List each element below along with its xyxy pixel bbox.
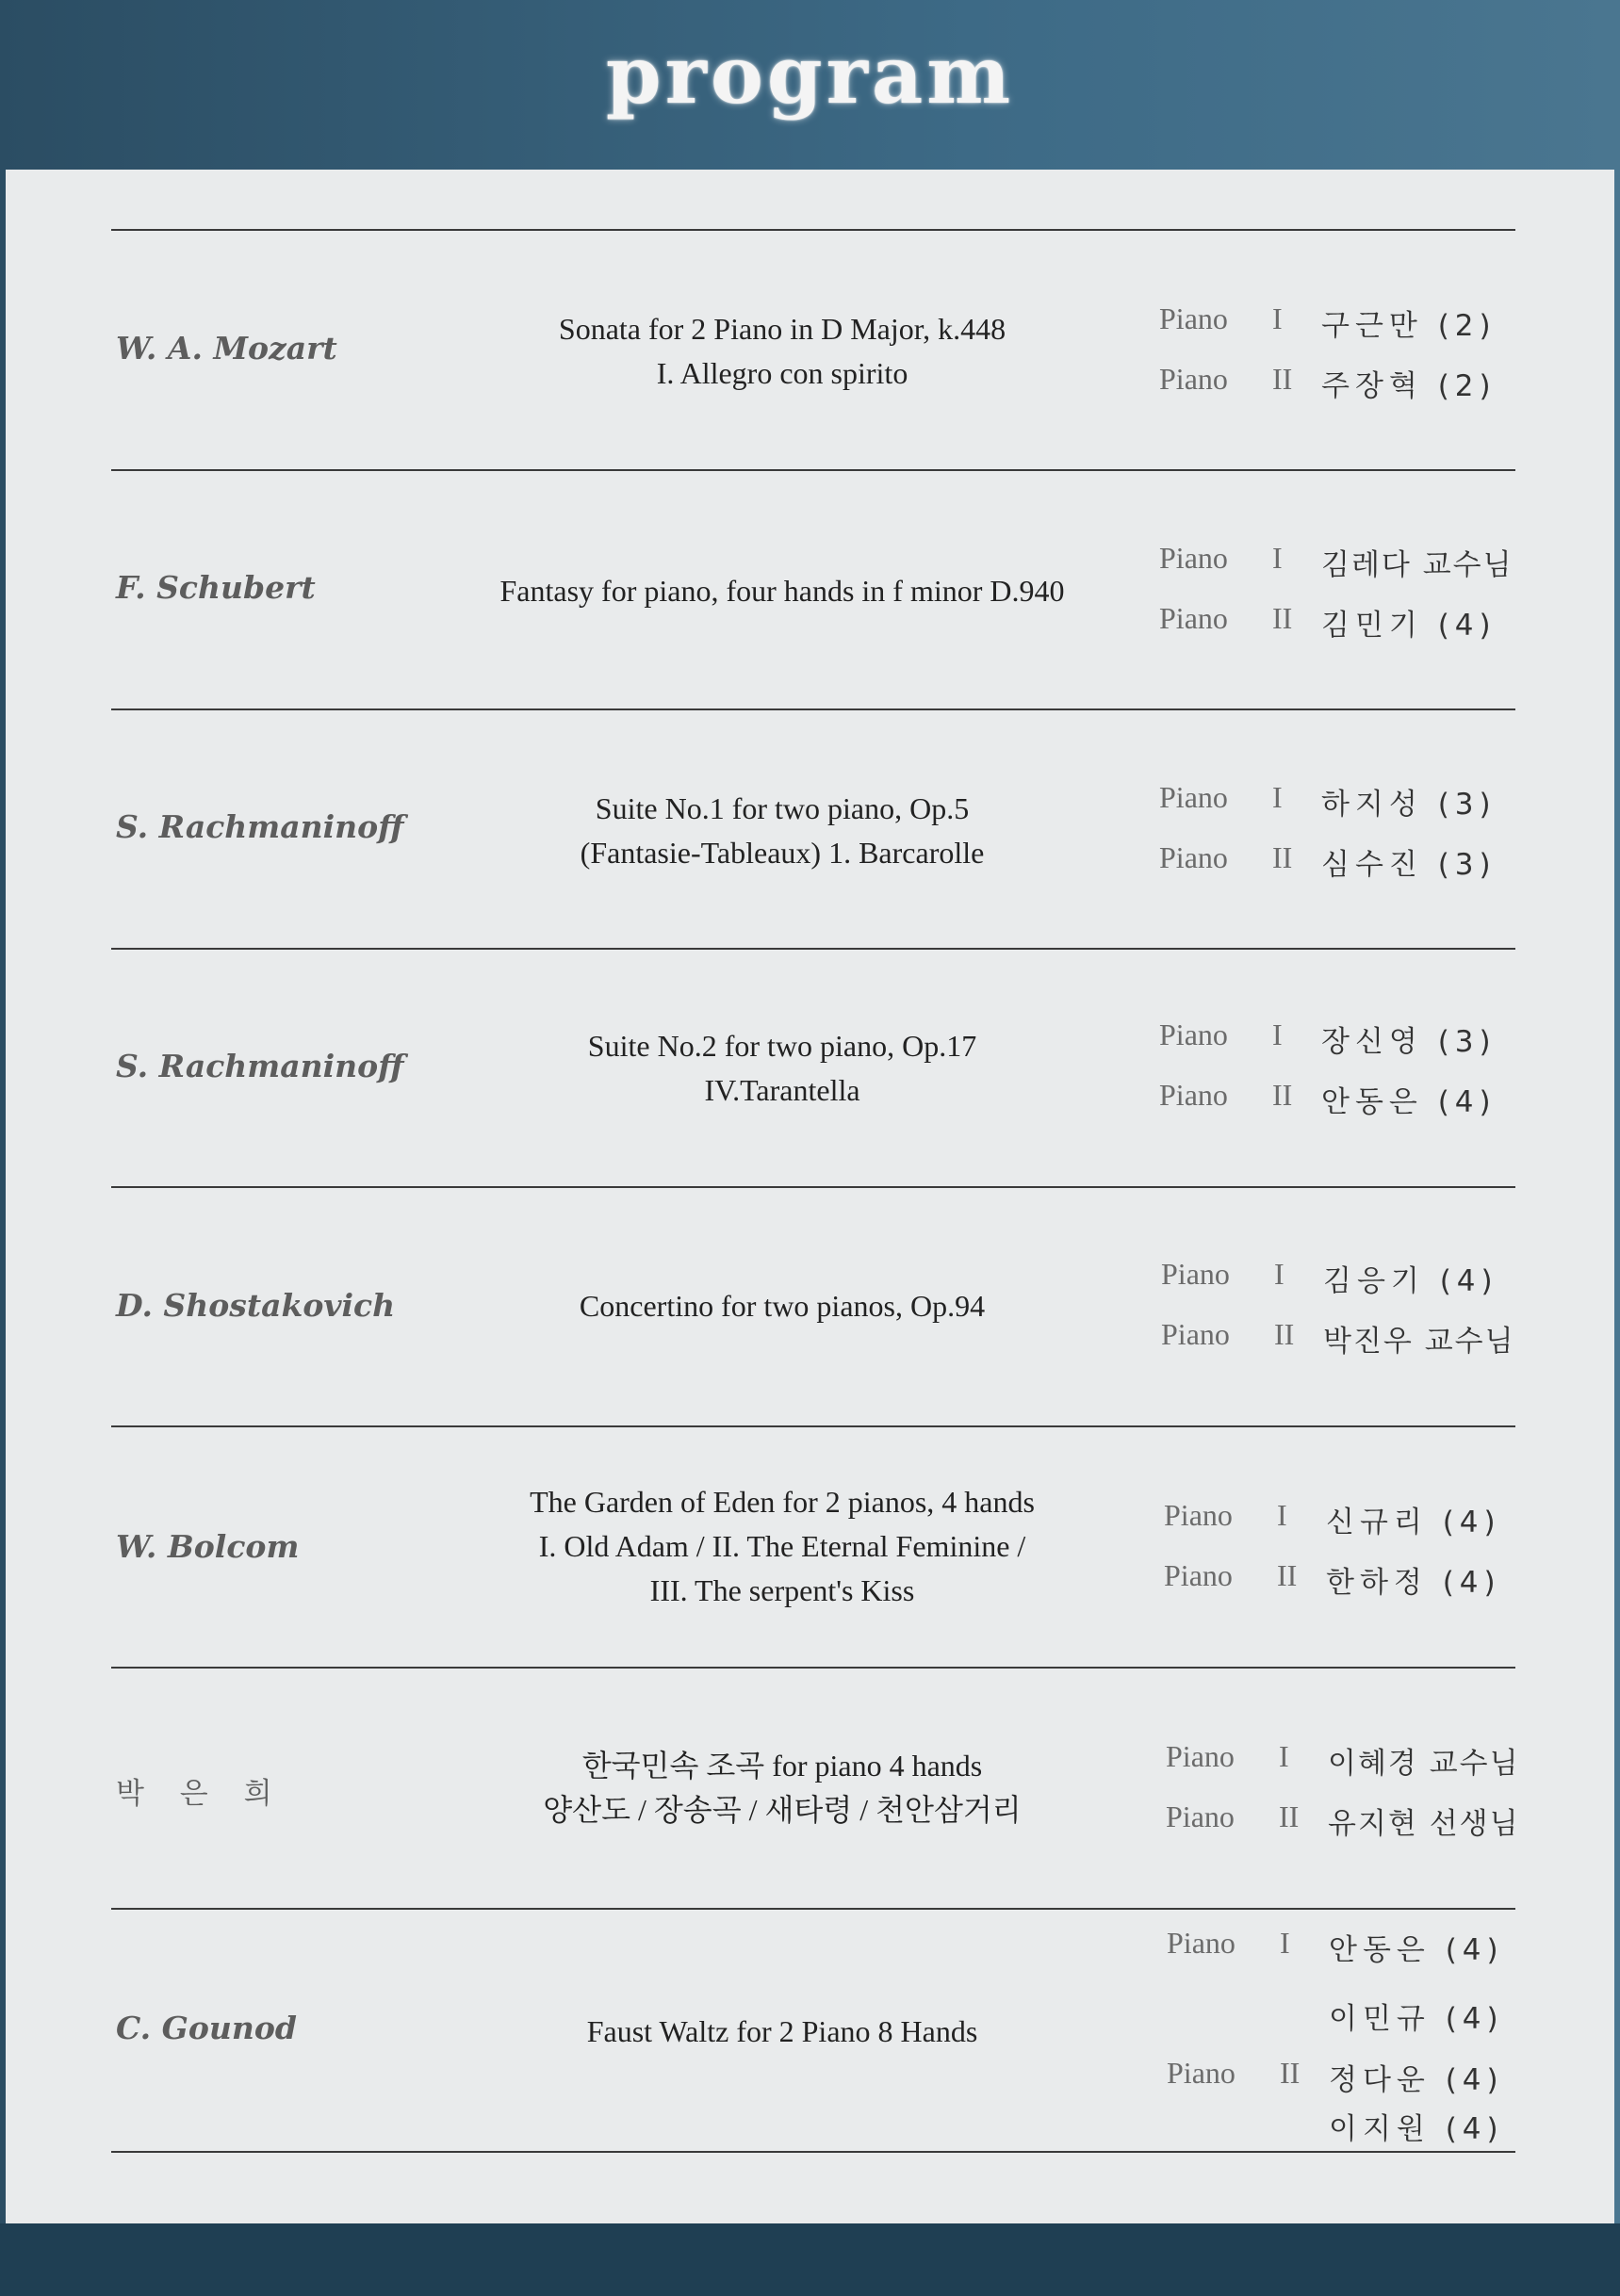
part-number: I <box>1280 1926 1290 1960</box>
divider <box>111 948 1515 950</box>
instrument-label: Piano <box>1159 1018 1228 1051</box>
performer-name: 구근만 (2) <box>1321 309 1497 343</box>
instrument-label: Piano <box>1159 840 1228 874</box>
work-line: III. The serpent's Kiss <box>649 1573 915 1607</box>
composer-name: S. Rachmaninoff <box>116 808 404 845</box>
composer-name: W. Bolcom <box>116 1528 300 1565</box>
instrument-label: Piano <box>1161 1317 1230 1351</box>
work-title <box>429 569 1136 613</box>
work-line: IV.Tarantella <box>704 1073 860 1107</box>
instrument-label: Piano <box>1159 1078 1228 1112</box>
instrument-label: Piano <box>1164 1558 1233 1592</box>
divider <box>111 229 1515 231</box>
work-line: 양산도 / 장송곡 / 새타령 / 천안삼거리 <box>543 1793 1022 1827</box>
part-number: I <box>1272 1018 1283 1051</box>
composer-name: 박 은 희 <box>116 1777 286 1811</box>
instrument-label: Piano <box>1167 2056 1235 2090</box>
performer-name: 유지현 선생님 <box>1328 1807 1520 1841</box>
work-title <box>429 1480 1136 1613</box>
divider <box>111 2151 1515 2153</box>
part-number: I <box>1279 1739 1289 1773</box>
header-band <box>0 0 1620 171</box>
performer-name: 한하정 (4) <box>1326 1566 1501 1600</box>
instrument-label: Piano <box>1159 362 1228 396</box>
instrument-label: Piano <box>1159 301 1228 335</box>
divider <box>111 1186 1515 1188</box>
program-sheet <box>6 170 1614 2223</box>
work-line: Faust Waltz for 2 Piano 8 Hands <box>586 2014 978 2048</box>
work-line: Concertino for two pianos, Op.94 <box>579 1289 986 1323</box>
instrument-label: Piano <box>1167 1926 1235 1960</box>
part-number: II <box>1272 840 1293 874</box>
performer-name: 장신영 (3) <box>1321 1025 1497 1059</box>
part-number: II <box>1280 2056 1301 2090</box>
work-line: Suite No.1 for two piano, Op.5 <box>595 791 970 825</box>
performer-name: 김레다 교수님 <box>1321 548 1514 582</box>
performer-name: 주장혁 (2) <box>1321 369 1497 403</box>
part-number: I <box>1274 1257 1285 1291</box>
performer-name: 정다운 (4) <box>1329 2063 1504 2097</box>
work-line: (Fantasie-Tableaux) 1. Barcarolle <box>580 836 985 870</box>
part-number: I <box>1277 1498 1287 1532</box>
composer-name: D. Shostakovich <box>116 1287 396 1324</box>
part-number: II <box>1277 1558 1298 1592</box>
part-number: I <box>1272 541 1283 575</box>
performer-name: 신규리 (4) <box>1326 1506 1501 1539</box>
performer-name: 안동은 (4) <box>1321 1085 1497 1119</box>
composer-name: F. Schubert <box>116 569 316 606</box>
part-number: II <box>1279 1799 1300 1833</box>
part-number: I <box>1272 780 1283 814</box>
performer-name: 이지원 (4) <box>1329 2112 1504 2146</box>
performer-name: 김응기 (4) <box>1323 1264 1498 1298</box>
work-line: I. Allegro con spirito <box>656 356 908 390</box>
instrument-label: Piano <box>1159 601 1228 635</box>
instrument-label: Piano <box>1164 1498 1233 1532</box>
work-line: The Garden of Eden for 2 pianos, 4 hands <box>530 1485 1035 1519</box>
divider <box>111 1667 1515 1669</box>
part-number: II <box>1274 1317 1295 1351</box>
page-title: program <box>605 28 1015 122</box>
part-number: II <box>1272 362 1293 396</box>
work-line: I. Old Adam / II. The Eternal Feminine / <box>538 1529 1026 1563</box>
divider <box>111 708 1515 710</box>
performer-name: 김민기 (4) <box>1321 609 1497 643</box>
work-title <box>429 307 1136 396</box>
instrument-label: Piano <box>1159 780 1228 814</box>
work-title <box>429 1284 1136 1328</box>
work-title <box>429 787 1136 875</box>
work-line: Sonata for 2 Piano in D Major, k.448 <box>558 312 1006 346</box>
part-number: II <box>1272 1078 1293 1112</box>
instrument-label: Piano <box>1161 1257 1230 1291</box>
performer-name: 박진우 교수님 <box>1323 1325 1515 1359</box>
work-line: Fantasy for piano, four hands in f minor D.940 <box>499 574 1065 608</box>
work-title <box>429 1744 1136 1832</box>
part-number: I <box>1272 301 1283 335</box>
footer-band <box>0 2223 1620 2296</box>
performer-name: 이민규 (4) <box>1329 2002 1504 2036</box>
part-number: II <box>1272 601 1293 635</box>
work-title <box>429 2010 1136 2054</box>
divider <box>111 1908 1515 1910</box>
performer-name: 이혜경 교수님 <box>1328 1747 1520 1781</box>
composer-name: C. Gounod <box>116 2010 297 2046</box>
instrument-label: Piano <box>1166 1799 1235 1833</box>
composer-name: S. Rachmaninoff <box>116 1048 404 1084</box>
work-line: 한국민속 조곡 for piano 4 hands <box>581 1749 983 1783</box>
performer-name: 하지성 (3) <box>1321 788 1497 822</box>
divider <box>111 469 1515 471</box>
performer-name: 심수진 (3) <box>1321 848 1497 882</box>
performer-name: 안동은 (4) <box>1329 1933 1504 1967</box>
instrument-label: Piano <box>1166 1739 1235 1773</box>
instrument-label: Piano <box>1159 541 1228 575</box>
work-title <box>429 1024 1136 1113</box>
composer-name: W. A. Mozart <box>116 330 337 366</box>
work-line: Suite No.2 for two piano, Op.17 <box>587 1029 977 1063</box>
divider <box>111 1425 1515 1427</box>
